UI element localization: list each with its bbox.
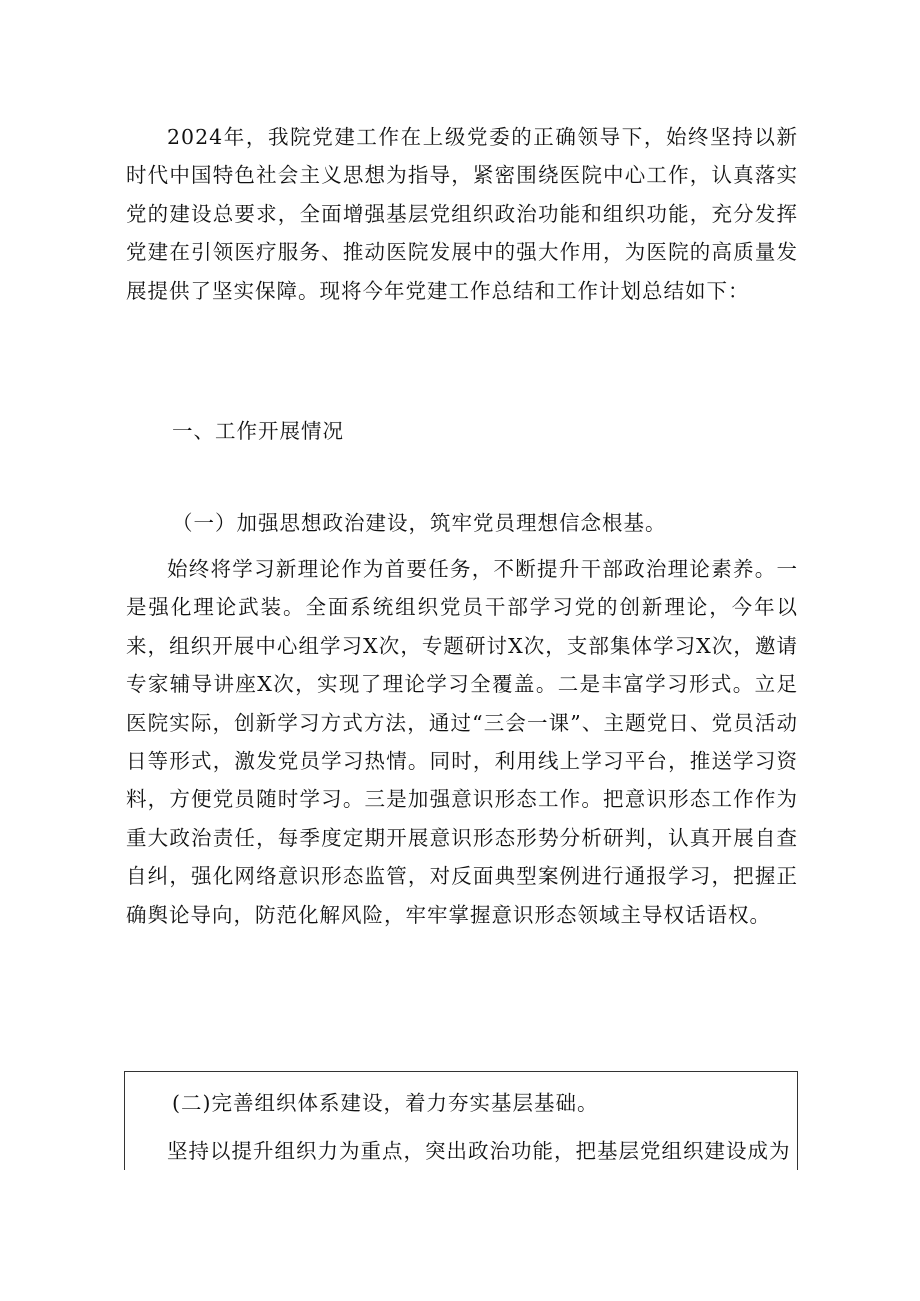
section-heading-work-progress: 一、工作开展情况 [172,419,344,443]
subsection-heading-ideology: （一）加强思想政治建设，筑牢党员理想信念根基。 [172,511,667,535]
subsection-body-organization: 坚持以提升组织力为重点，突出政治功能，把基层党组织建设成为 [167,1139,791,1163]
subsection-body-ideology: 始终将学习新理论作为首要任务，不断提升干部政治理论素养。一是强化理论武装。全面系统组织党员干部学习党的创新理论，今年以来，组织开展中心组学习X次，专题研讨X次，支部集体学习X次，邀请专家辅导讲座X次，实现了理论学习全覆盖。二是丰富学习形式。立足医院实际，创新学习方式方法，通过“三会一课”、主题党日、党员活动日等形式，激发党员学习热情。同时，利用线上学习平台，推送学习资料，方便党员随时学习。三是加强意识形态工作。把意识形态工作作为重大政治责任，每季度定期开展意识形态形势分析研判，认真开展自查自纠，强化网络意识形态监管，对反面典型案例进行通报学习，把握正确舆论导向，防范化解风险，牢牢掌握意识形态领域主导权话语权。 [126,557,798,927]
subsection-heading-organization: (二)完善组织体系建设，着力夯实基层基础。 [172,1091,599,1115]
intro-paragraph: 2024年，我院党建工作在上级党委的正确领导下，始终坚持以新时代中国特色社会主义思想为指导，紧密围绕医院中心工作，认真落实党的建设总要求，全面增强基层党组织政治功能和组织功能，充分发挥党建在引领医疗服务、推动医院发展中的强大作用，为医院的高质量发展提供了坚实保障。现将今年党建工作总结和工作计划总结如下： [126,125,798,303]
